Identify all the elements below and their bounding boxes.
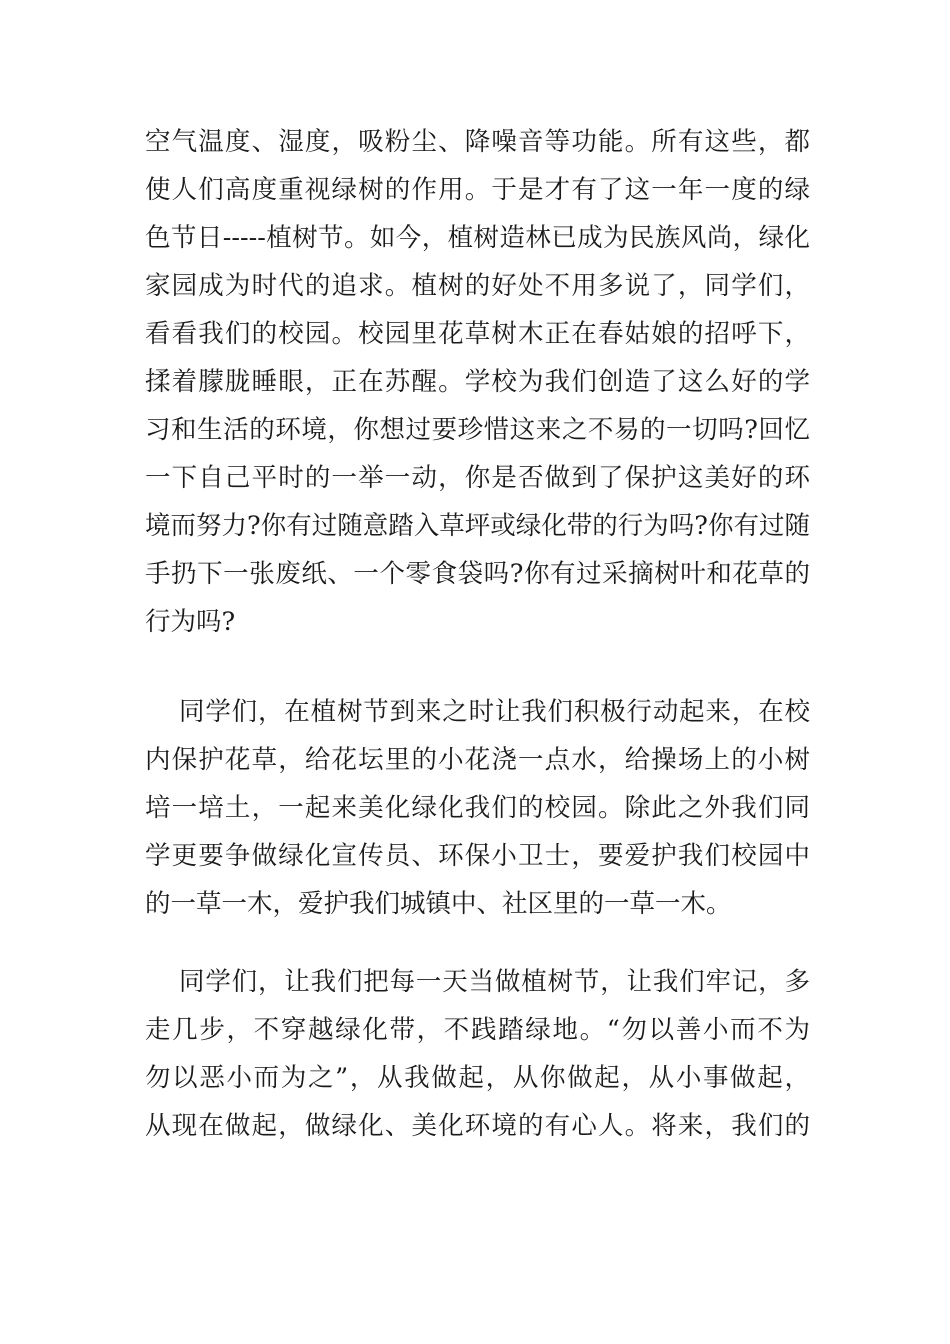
text-line: 从现在做起，做绿化、美化环境的有心人。将来，我们的 <box>145 1111 810 1141</box>
text-line: 一下自己平时的一举一动，你是否做到了保护这美好的环 <box>145 463 810 493</box>
text-line: 的一草一木，爱护我们城镇中、社区里的一草一木。 <box>145 889 732 919</box>
text-line: 行为吗? <box>145 607 236 637</box>
paragraph-2 <box>145 688 810 928</box>
text-line: 走几步，不穿越绿化带，不践踏绿地。“勿以善小而不为 <box>145 1015 810 1045</box>
text-line: 学更要争做绿化宣传员、环保小卫士，要爱护我们校园中 <box>145 841 810 871</box>
text-line: 色节日-----植树节。如今，植树造林已成为民族风尚，绿化 <box>145 223 810 253</box>
text-line: 同学们，让我们把每一天当做植树节，让我们牢记，多 <box>179 967 810 997</box>
paragraph-1 <box>145 118 810 646</box>
text-line: 内保护花草，给花坛里的小花浇一点水，给操场上的小树 <box>145 745 810 775</box>
text-line: 培一培土，一起来美化绿化我们的校园。除此之外我们同 <box>145 793 810 823</box>
text-line: 同学们，在植树节到来之时让我们积极行动起来，在校 <box>179 697 810 727</box>
text-line: 习和生活的环境，你想过要珍惜这来之不易的一切吗?回忆 <box>145 415 810 445</box>
text-line: 家园成为时代的追求。植树的好处不用多说了，同学们， <box>145 271 810 301</box>
text-line: 勿以恶小而为之”，从我做起，从你做起，从小事做起， <box>145 1063 810 1093</box>
text-line: 使人们高度重视绿树的作用。于是才有了这一年一度的绿 <box>145 175 810 205</box>
text-line: 境而努力?你有过随意踏入草坪或绿化带的行为吗?你有过随 <box>145 511 810 541</box>
paragraph-3 <box>145 958 810 1150</box>
text-line: 手扔下一张废纸、一个零食袋吗?你有过采摘树叶和花草的 <box>145 559 810 589</box>
text-line: 空气温度、湿度，吸粉尘、降噪音等功能。所有这些，都 <box>145 127 810 157</box>
text-line: 揉着朦胧睡眼，正在苏醒。学校为我们创造了这么好的学 <box>145 367 810 397</box>
text-line: 看看我们的校园。校园里花草树木正在春姑娘的招呼下， <box>145 319 810 349</box>
